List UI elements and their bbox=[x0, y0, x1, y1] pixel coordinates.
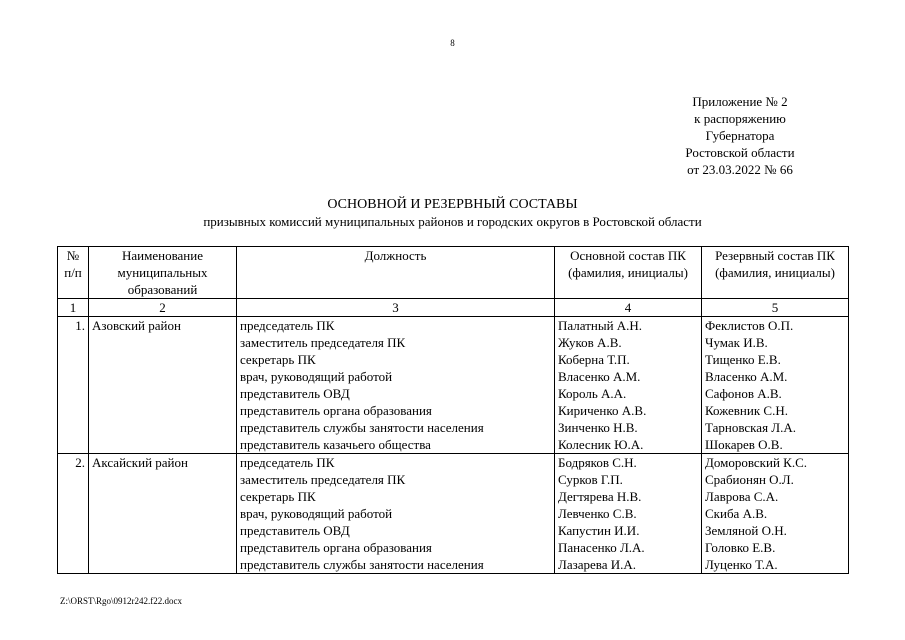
header-municipality bbox=[89, 247, 237, 299]
reserve-staff-cell bbox=[702, 454, 849, 574]
header-text: Наименование bbox=[122, 248, 203, 263]
column-number: 5 bbox=[702, 299, 849, 317]
main-staff-cell bbox=[555, 454, 702, 574]
reserve-staff-entry: Сафонов А.В. bbox=[705, 386, 782, 401]
table-header-row bbox=[58, 247, 849, 299]
main-staff-entry: Власенко А.М. bbox=[558, 369, 641, 384]
main-staff-entry: Дегтярева Н.В. bbox=[558, 489, 642, 504]
main-staff-entry: Капустин И.И. bbox=[558, 523, 640, 538]
main-staff-entry: Сурков Г.П. bbox=[558, 472, 623, 487]
main-staff-entry: Кириченко А.В. bbox=[558, 403, 647, 418]
main-staff-entry: Зинченко Н.В. bbox=[558, 420, 638, 435]
header-text: № bbox=[66, 248, 80, 263]
column-number: 3 bbox=[237, 299, 555, 317]
district-name: Аксайский район bbox=[89, 454, 237, 574]
file-path-footer: Z:\ORST\Rgo\0912r242.f22.docx bbox=[60, 596, 182, 606]
reserve-staff-entry: Скиба А.В. bbox=[705, 506, 768, 521]
reserve-staff-entry: Лаврова С.А. bbox=[705, 489, 779, 504]
reserve-staff-entry: Головко Е.В. bbox=[705, 540, 776, 555]
reserve-staff-entry: Луценко Т.А. bbox=[705, 557, 778, 572]
column-number: 1 bbox=[58, 299, 89, 317]
header-number bbox=[58, 247, 89, 299]
positions-cell bbox=[237, 317, 555, 454]
position-entry: представитель ОВД bbox=[240, 523, 350, 538]
appendix-block bbox=[665, 93, 815, 178]
header-text: образований bbox=[127, 282, 198, 297]
appendix-line: Ростовской области bbox=[685, 145, 795, 160]
main-staff-entry: Панасенко Л.А. bbox=[558, 540, 645, 555]
table-row bbox=[58, 454, 849, 574]
reserve-staff-entry: Доморовский К.С. bbox=[705, 455, 808, 470]
position-entry: представитель службы занятости населения bbox=[240, 420, 484, 435]
position-entry: секретарь ПК bbox=[240, 489, 316, 504]
reserve-staff-entry: Тищенко Е.В. bbox=[705, 352, 781, 367]
position-entry: заместитель председателя ПК bbox=[240, 335, 406, 350]
reserve-staff-entry: Срабионян О.Л. bbox=[705, 472, 794, 487]
position-entry: заместитель председателя ПК bbox=[240, 472, 406, 487]
document-subtitle: призывных комиссий муниципальных районов и городских округов в Ростовской области bbox=[203, 214, 702, 229]
position-entry: представитель службы занятости населения bbox=[240, 557, 484, 572]
column-number-row bbox=[58, 299, 849, 317]
column-number: 2 bbox=[89, 299, 237, 317]
header-position bbox=[237, 247, 555, 299]
main-staff-entry: Король А.А. bbox=[558, 386, 627, 401]
table-row bbox=[58, 317, 849, 454]
header-text: Основной состав ПК bbox=[570, 248, 686, 263]
appendix-line: от 23.03.2022 № 66 bbox=[687, 162, 793, 177]
reserve-staff-entry: Феклистов О.П. bbox=[705, 318, 794, 333]
reserve-staff-entry: Кожевник С.Н. bbox=[705, 403, 788, 418]
main-staff-entry: Колесник Ю.А. bbox=[558, 437, 644, 452]
main-staff-cell bbox=[555, 317, 702, 454]
appendix-line: к распоряжению bbox=[694, 111, 786, 126]
header-text: муниципальных bbox=[117, 265, 208, 280]
position-entry: представитель органа образования bbox=[240, 540, 432, 555]
reserve-staff-entry: Власенко А.М. bbox=[705, 369, 788, 384]
header-main-staff bbox=[555, 247, 702, 299]
position-entry: представитель казачьего общества bbox=[240, 437, 431, 452]
row-number: 2. bbox=[58, 454, 89, 574]
header-reserve-staff bbox=[702, 247, 849, 299]
column-number: 4 bbox=[555, 299, 702, 317]
position-entry: врач, руководящий работой bbox=[240, 369, 393, 384]
main-staff-entry: Коберна Т.П. bbox=[558, 352, 630, 367]
header-text: (фамилия, инициалы) bbox=[715, 265, 835, 280]
page-number: 8 bbox=[450, 38, 455, 48]
reserve-staff-entry: Тарновская Л.А. bbox=[705, 420, 796, 435]
main-staff-entry: Палатный А.Н. bbox=[558, 318, 643, 333]
main-staff-entry: Левченко С.В. bbox=[558, 506, 637, 521]
position-entry: представитель ОВД bbox=[240, 386, 350, 401]
reserve-staff-cell bbox=[702, 317, 849, 454]
header-text: Резервный состав ПК bbox=[715, 248, 835, 263]
header-text: п/п bbox=[64, 265, 82, 280]
document-title: ОСНОВНОЙ И РЕЗЕРВНЫЙ СОСТАВЫ bbox=[327, 197, 578, 212]
main-staff-entry: Бодряков С.Н. bbox=[558, 455, 637, 470]
header-text: (фамилия, инициалы) bbox=[568, 265, 688, 280]
position-entry: председатель ПК bbox=[240, 318, 335, 333]
row-number: 1. bbox=[58, 317, 89, 454]
appendix-line: Губернатора bbox=[705, 128, 775, 143]
commission-table bbox=[57, 246, 849, 574]
reserve-staff-entry: Земляной О.Н. bbox=[705, 523, 787, 538]
positions-cell bbox=[237, 454, 555, 574]
appendix-line: Приложение № 2 bbox=[692, 94, 788, 109]
main-staff-entry: Жуков А.В. bbox=[558, 335, 622, 350]
position-entry: секретарь ПК bbox=[240, 352, 316, 367]
main-staff-entry: Лазарева И.А. bbox=[558, 557, 637, 572]
district-name: Азовский район bbox=[89, 317, 237, 454]
reserve-staff-entry: Чумак И.В. bbox=[705, 335, 768, 350]
reserve-staff-entry: Шокарев О.В. bbox=[705, 437, 783, 452]
position-entry: представитель органа образования bbox=[240, 403, 432, 418]
position-entry: врач, руководящий работой bbox=[240, 506, 393, 521]
header-text: Должность bbox=[364, 248, 427, 263]
position-entry: председатель ПК bbox=[240, 455, 335, 470]
